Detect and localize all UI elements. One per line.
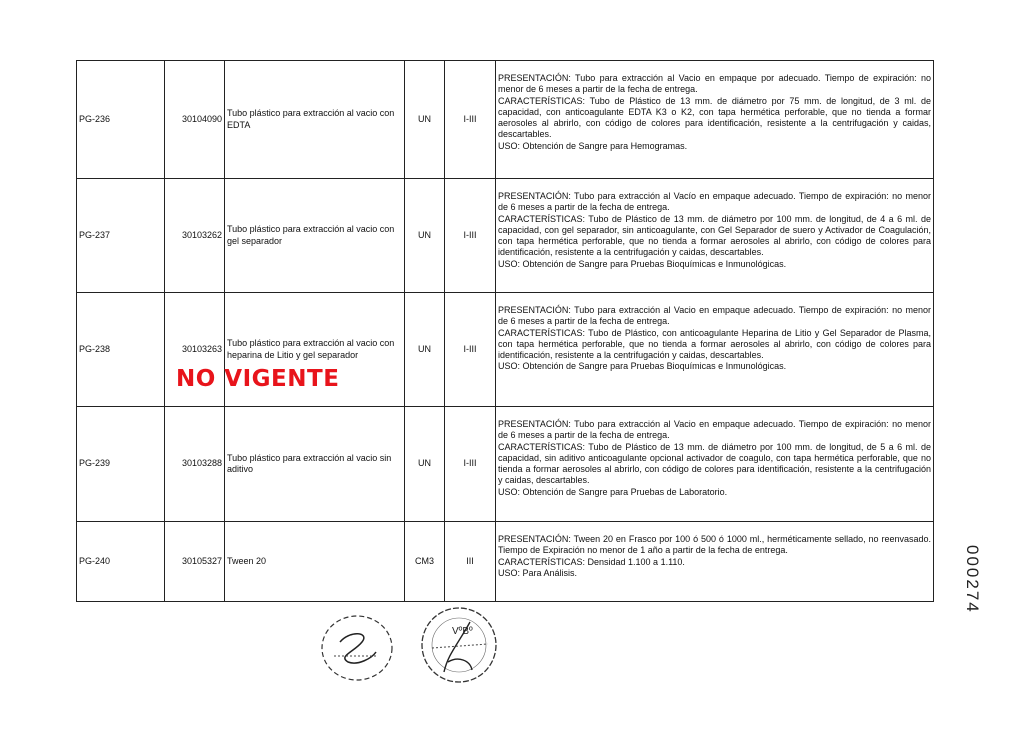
description-presentacion: PRESENTACIÓN: Tubo para extracción al Vacio en empaque adecuado. Tiempo de expiración: no menor de 6 meses a partir de la fecha de entrega. (498, 305, 931, 327)
table-row (77, 522, 934, 602)
item-code: PG-240 (77, 522, 165, 602)
description-caracteristicas: CARACTERÍSTICAS: Densidad 1.100 a 1.110. (498, 556, 685, 567)
item-code: PG-236 (77, 61, 165, 179)
description-caracteristicas: CARACTERÍSTICAS: Tubo de Plástico de 13 mm. de diámetro por 100 mm. de longitud, de 5 a 6 ml. de capacidad, sin aditivo anticoagulante opcional activador de coagulo, con tapa hermética perforable, que no tienda a formar aerosoles al abrirlo, con código de colores para identificación, resistente a la centrifugación y caidas, descartables. (498, 441, 931, 486)
table-row (77, 179, 934, 293)
seal-stamp-1 (318, 612, 396, 684)
unit: UN (405, 407, 445, 522)
item-description (496, 407, 934, 522)
item-name: Tubo plástico para extracción al vacio con heparina de Litio y gel separador (225, 293, 405, 407)
item-code: PG-238 (77, 293, 165, 407)
table-row (77, 61, 934, 179)
description-presentacion: PRESENTACIÓN: Tubo para extracción al Vacío en empaque adecuado. Tiempo de expiración: no menor de 6 meses a partir de la fecha de entrega. (498, 191, 931, 213)
description-uso: USO: Obtención de Sangre para Pruebas Bioquímicas e Inmunológicas. (498, 361, 787, 372)
item-description (496, 293, 934, 407)
table-row (77, 407, 934, 522)
description-uso: USO: Obtención de Sangre para Pruebas Bioquímicas e Inmunológicas. (498, 258, 787, 269)
catalog-number: 30103262 (165, 179, 225, 293)
level: I-III (445, 293, 496, 407)
catalog-number: 30105327 (165, 522, 225, 602)
description-caracteristicas: CARACTERÍSTICAS: Tubo de Plástico, con anticoagulante Heparina de Litio y Gel Separador de Plasma, con tapa hermética perforable, que no tienda a formar aerosoles al abrirlo, con código de colores para identificación, resistente a la centrifugación y caidas, descartables. (498, 327, 931, 361)
item-description (496, 61, 934, 179)
item-name: Tween 20 (225, 522, 405, 602)
description-presentacion: PRESENTACIÓN: Tween 20 en Frasco por 100 ó 500 ó 1000 ml., herméticamente sellado, no reenvasado. Tiempo de Expiración no menor de 1 año a partir de la fecha de entrega. (498, 534, 931, 556)
description-presentacion: PRESENTACIÓN: Tubo para extracción al Vacio en empaque adecuado. Tiempo de expiración: no menor de 6 meses a partir de la fecha de entrega. (498, 419, 931, 441)
level: I-III (445, 61, 496, 179)
seal-stamp-2 (418, 604, 500, 686)
item-name: Tubo plástico para extracción al vacio con EDTA (225, 61, 405, 179)
description-caracteristicas: CARACTERÍSTICAS: Tubo de Plástico de 13 mm. de diámetro por 100 mm. de longitud, de 4 a 6 ml. de capacidad, con gel separador, sin anticoagulante, con Gel Separador de suero y Activador de Coagulación, con tapa hermética perforable, que no tienda a formar aerosoles al abrirlo, con código de colores para identificación, resistente a la centrifugación y caidas, descartables. (498, 213, 931, 258)
level: I-III (445, 179, 496, 293)
svg-text:VºBº: VºBº (452, 626, 473, 637)
unit: UN (405, 179, 445, 293)
unit: UN (405, 293, 445, 407)
description-caracteristicas: CARACTERÍSTICAS: Tubo de Plástico de 13 mm. de diámetro por 75 mm. de longitud, de 3 ml. de capacidad, con anticoagulante EDTA K3 o K2, con tapa hermética perforable, que no tienda a formar aerosoles al abrirlo, con código de colores para identificación, resistente a la centrifugación y caidas, descartables. (498, 95, 931, 140)
item-name: Tubo plástico para extracción al vacio con gel separador (225, 179, 405, 293)
item-code: PG-239 (77, 407, 165, 522)
description-uso: USO: Obtención de Sangre para Hemogramas. (498, 140, 688, 151)
catalog-number: 30103288 (165, 407, 225, 522)
level: I-III (445, 407, 496, 522)
page-number: 000274 (963, 545, 982, 614)
description-presentacion: PRESENTACIÓN: Tubo para extracción al Vacio en empaque por adecuado. Tiempo de expiración: no menor de 6 meses a partir de la fecha de entrega. (498, 73, 931, 95)
level: III (445, 522, 496, 602)
catalog-number: 30104090 (165, 61, 225, 179)
unit: UN (405, 61, 445, 179)
unit: CM3 (405, 522, 445, 602)
catalog-number: 30103263 (165, 293, 225, 407)
description-uso: USO: Para Análisis. (498, 567, 578, 578)
item-code: PG-237 (77, 179, 165, 293)
item-description (496, 522, 934, 602)
items-table (76, 60, 934, 602)
item-name: Tubo plástico para extracción al vacio sin aditivo (225, 407, 405, 522)
no-vigente-stamp: NO VIGENTE (176, 366, 340, 392)
description-uso: USO: Obtención de Sangre para Pruebas de Laboratorio. (498, 486, 728, 497)
item-description (496, 179, 934, 293)
